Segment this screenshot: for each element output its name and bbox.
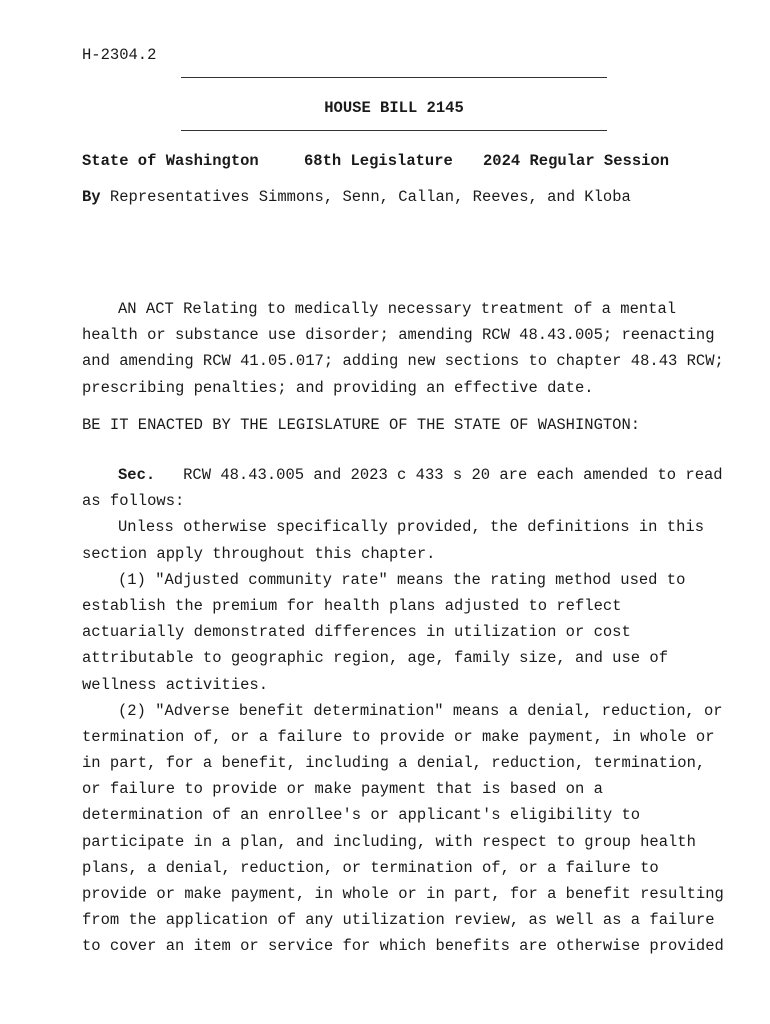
section-line: attributable to geographic region, age, family size, and use of [82, 649, 668, 668]
section-line: determination of an enrollee's or applicant's eligibility to [82, 806, 641, 825]
section-line: plans, a denial, reduction, or termination of, or a failure to [82, 858, 659, 877]
section-body [82, 462, 722, 960]
title-rule-top [181, 77, 607, 78]
legislature-label: 68th Legislature [304, 152, 453, 170]
enacting-clause: BE IT ENACTED BY THE LEGISLATURE OF THE STATE OF WASHINGTON: [82, 416, 641, 434]
section-line: provide or make payment, in whole or in part, for a benefit resulting [82, 885, 724, 903]
section-line: actuarially demonstrated differences in utilization or cost [82, 623, 631, 642]
title-rule-bottom [181, 130, 607, 131]
section-line: (2) "Adverse benefit determination" means a denial, reduction, or [118, 701, 723, 720]
section-label: Sec. [118, 466, 156, 484]
sponsor-by-label: By [82, 188, 101, 206]
bill-title: HOUSE BILL 2145 [324, 99, 464, 117]
section-line: participate in a plan, and including, with respect to group health [82, 832, 696, 851]
session-label: 2024 Regular Session [483, 152, 670, 170]
state-label: State of Washington [82, 152, 259, 170]
section-heading-line: Sec. RCW 48.43.005 and 2023 c 433 s 20 are each amended to read [118, 466, 723, 484]
section-line: to cover an item or service for which benefits are otherwise provided [82, 937, 724, 956]
section-line: from the application of any utilization review, as well as a failure [82, 911, 715, 930]
act-line: AN ACT Relating to medically necessary treatment of a mental [118, 300, 677, 318]
act-title-block [82, 296, 722, 401]
section-line: termination of, or a failure to provide or make payment, in whole or [82, 727, 715, 746]
section-line: section apply throughout this chapter. [82, 544, 436, 563]
section-line: in part, for a benefit, including a denial, reduction, termination, [82, 754, 706, 773]
sponsor-names: Representatives Simmons, Senn, Callan, Reeves, and Kloba [109, 188, 631, 206]
section-line: wellness activities. [82, 675, 269, 694]
sponsor-line [82, 188, 631, 206]
section-line: (1) "Adjusted community rate" means the rating method used to [118, 570, 686, 589]
section-line: or failure to provide or make payment that is based on a [82, 780, 603, 799]
act-line: prescribing penalties; and providing an effective date. [82, 378, 594, 397]
section-line: Unless otherwise specifically provided, the definitions in this [118, 518, 704, 537]
act-line: health or substance use disorder; amending RCW 48.43.005; reenacting [82, 326, 715, 345]
document-code: H-2304.2 [82, 46, 157, 64]
section-line: establish the premium for health plans adjusted to reflect [82, 596, 622, 615]
section-line: as follows: [82, 492, 185, 511]
act-line: and amending RCW 41.05.017; adding new sections to chapter 48.43 RCW; [82, 352, 724, 371]
